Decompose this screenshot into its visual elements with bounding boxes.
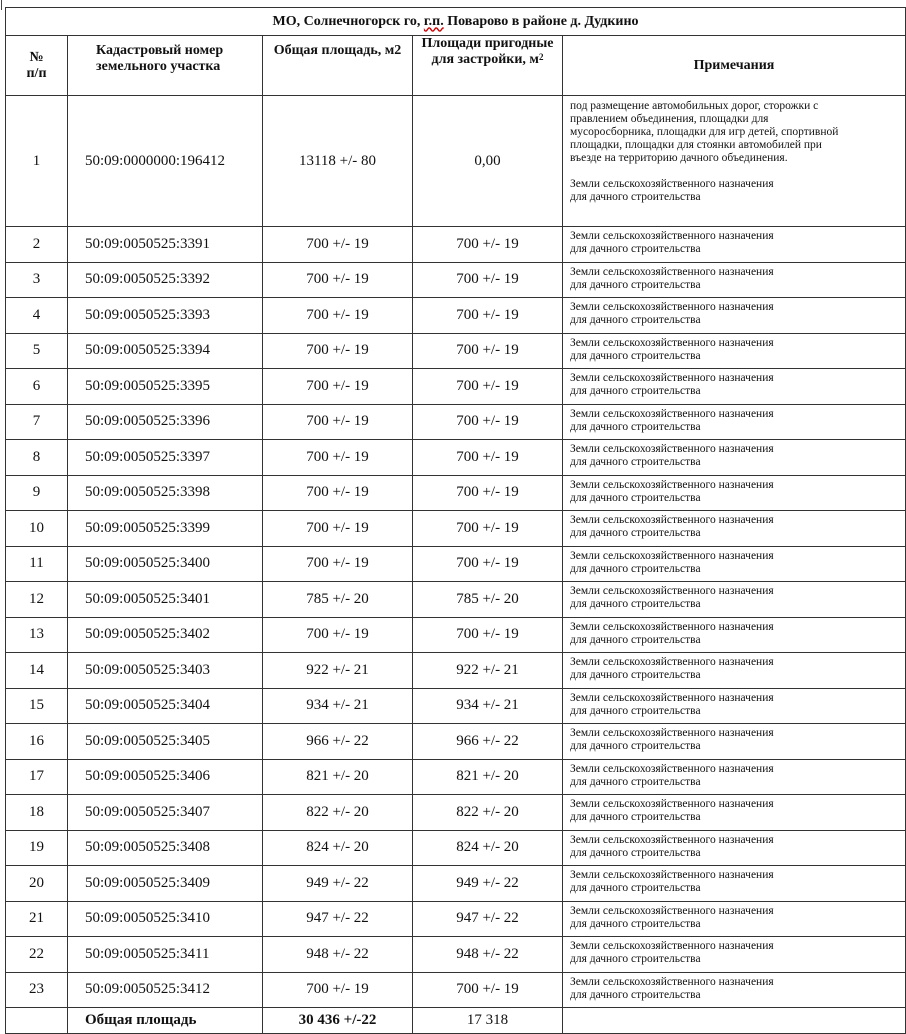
- table-row: [6, 830, 906, 866]
- cadastral-number: 50:09:0050525:3405: [68, 724, 263, 760]
- row-number: 22: [6, 937, 68, 973]
- note-line: для дачного строительства: [570, 278, 701, 291]
- table-row: [6, 617, 906, 653]
- note-line: для дачного строительства: [570, 243, 701, 255]
- note-cell: [563, 866, 906, 902]
- row-number: 18: [6, 795, 68, 831]
- table-row: [6, 262, 906, 298]
- row-number: 11: [6, 546, 68, 582]
- note-line: для дачного строительства: [570, 420, 701, 433]
- note-line: Земли сельскохозяйственного назначения: [570, 762, 774, 775]
- table-row: [6, 688, 906, 724]
- buildable-area-value: 700 +/- 19: [413, 333, 563, 369]
- note-line: для дачного строительства: [570, 988, 701, 1001]
- note-cell: [563, 759, 906, 795]
- buildable-area-value: 700 +/- 19: [413, 404, 563, 440]
- table-body: [6, 96, 906, 1008]
- note-line: площадки, площадки для стоянки автомобилей при: [570, 139, 822, 151]
- buildable-area-value: 700 +/- 19: [413, 546, 563, 582]
- table-title: МО, Солнечногорск го, г.п. Поварово в районе д. Дудкино: [6, 8, 906, 36]
- buildable-area-value: 821 +/- 20: [413, 759, 563, 795]
- table-row: [6, 298, 906, 334]
- note-line: Земли сельскохозяйственного назначения: [570, 230, 774, 242]
- buildable-area-value: 700 +/- 19: [413, 298, 563, 334]
- note-line: Земли сельскохозяйственного назначения: [570, 904, 774, 917]
- note-line: Земли сельскохозяйственного назначения: [570, 372, 774, 384]
- cadastral-number: 50:09:0050525:3406: [68, 759, 263, 795]
- note-line: для дачного строительства: [570, 882, 701, 894]
- note-line: Земли сельскохозяйственного назначения: [570, 478, 774, 491]
- total-area-value: 948 +/- 22: [263, 937, 413, 973]
- table-row: [6, 901, 906, 937]
- note-cell: [563, 653, 906, 689]
- note-cell: [563, 227, 906, 263]
- note-line: Земли сельскохозяйственного назначения: [570, 975, 774, 988]
- total-area-value: 700 +/- 19: [263, 617, 413, 653]
- cadastral-number: 50:09:0050525:3404: [68, 688, 263, 724]
- note-cell: [563, 972, 906, 1008]
- note-line: для дачного строительства: [570, 491, 701, 504]
- note-line: Земли сельскохозяйственного назначения: [570, 798, 774, 810]
- buildable-area-value: 922 +/- 21: [413, 653, 563, 689]
- row-number: 21: [6, 901, 68, 937]
- buildable-area-value: 949 +/- 22: [413, 866, 563, 902]
- title-underlined-fragment: г.п.: [423, 13, 444, 29]
- row-number: 13: [6, 617, 68, 653]
- note-line: Земли сельскохозяйственного назначения: [570, 301, 774, 313]
- row-number: 17: [6, 759, 68, 795]
- total-area-value: 700 +/- 19: [263, 404, 413, 440]
- total-area-value: 922 +/- 21: [263, 653, 413, 689]
- buildable-area-value: 700 +/- 19: [413, 440, 563, 476]
- table-row: [6, 653, 906, 689]
- table-row: [6, 937, 906, 973]
- note-line: для дачного строительства: [570, 527, 701, 539]
- note-line: для дачного строительства: [570, 191, 701, 203]
- row-number: 15: [6, 688, 68, 724]
- cadastral-number: 50:09:0050525:3411: [68, 937, 263, 973]
- note-line: для дачного строительства: [570, 633, 701, 646]
- note-cell: [563, 333, 906, 369]
- note-cell: [563, 440, 906, 476]
- row-number: 9: [6, 475, 68, 511]
- note-line: под размещение автомобильных дорог, сторожки с: [570, 100, 819, 112]
- buildable-area-value: 700 +/- 19: [413, 475, 563, 511]
- table-row: [6, 96, 906, 227]
- total-area-value: 700 +/- 19: [263, 298, 413, 334]
- total-area-value: 785 +/- 20: [263, 582, 413, 618]
- row-number: 20: [6, 866, 68, 902]
- note-line: для дачного строительства: [570, 740, 701, 752]
- cadastral-number: 50:09:0050525:3403: [68, 653, 263, 689]
- table-row: [6, 440, 906, 476]
- note-cell: [563, 96, 906, 227]
- total-row: [6, 1008, 906, 1034]
- table-row: [6, 369, 906, 405]
- note-line: Земли сельскохозяйственного назначения: [570, 443, 774, 455]
- cadastral-number: 50:09:0050525:3398: [68, 475, 263, 511]
- cadastral-table: [5, 7, 906, 1034]
- buildable-area-value: 824 +/- 20: [413, 830, 563, 866]
- note-line: Земли сельскохозяйственного назначения: [570, 585, 774, 597]
- note-cell: [563, 475, 906, 511]
- row-number: 16: [6, 724, 68, 760]
- cadastral-number: 50:09:0050525:3392: [68, 262, 263, 298]
- note-line: Земли сельскохозяйственного назначения: [570, 869, 774, 881]
- note-line: Земли сельскохозяйственного назначения: [570, 336, 774, 349]
- total-empty-cell: [6, 1008, 68, 1034]
- note-line: Земли сельскохозяйственного назначения: [570, 178, 774, 190]
- cadastral-number: 50:09:0050525:3400: [68, 546, 263, 582]
- note-line: для дачного строительства: [570, 953, 701, 965]
- total-notes-empty: [563, 1008, 906, 1034]
- note-cell: [563, 901, 906, 937]
- row-number: 1: [6, 96, 68, 227]
- buildable-area-value: 700 +/- 19: [413, 972, 563, 1008]
- note-line: Земли сельскохозяйственного назначения: [570, 549, 774, 562]
- total-area-value: 700 +/- 19: [263, 369, 413, 405]
- cadastral-number: 50:09:0050525:3396: [68, 404, 263, 440]
- note-line: Земли сельскохозяйственного назначения: [570, 691, 774, 704]
- table-row: [6, 582, 906, 618]
- buildable-area-value: 934 +/- 21: [413, 688, 563, 724]
- note-cell: [563, 262, 906, 298]
- note-line: для дачного строительства: [570, 846, 701, 859]
- total-area-value: 947 +/- 22: [263, 901, 413, 937]
- total-area-value: 700 +/- 19: [263, 227, 413, 263]
- buildable-area-value: 700 +/- 19: [413, 617, 563, 653]
- row-number: 3: [6, 262, 68, 298]
- table-row: [6, 404, 906, 440]
- cadastral-number: 50:09:0050525:3397: [68, 440, 263, 476]
- total-area-value: 949 +/- 22: [263, 866, 413, 902]
- row-number: 23: [6, 972, 68, 1008]
- table-row: [6, 475, 906, 511]
- header-number: № п/п: [6, 36, 68, 96]
- total-area: 30 436 +/-22: [263, 1008, 413, 1034]
- note-line: для дачного строительства: [570, 385, 701, 397]
- total-area-value: 822 +/- 20: [263, 795, 413, 831]
- note-cell: [563, 724, 906, 760]
- cadastral-number: 50:09:0050525:3399: [68, 511, 263, 547]
- buildable-area-value: 700 +/- 19: [413, 511, 563, 547]
- cadastral-number: 50:09:0050525:3394: [68, 333, 263, 369]
- table-row: [6, 866, 906, 902]
- cadastral-number: 50:09:0050525:3412: [68, 972, 263, 1008]
- note-line: мусоросборника, площадки для игр детей, спортивной: [570, 126, 839, 138]
- table-row: [6, 795, 906, 831]
- cadastral-number: 50:09:0050525:3410: [68, 901, 263, 937]
- buildable-area-value: 700 +/- 19: [413, 369, 563, 405]
- buildable-area-value: 785 +/- 20: [413, 582, 563, 618]
- total-area-value: 700 +/- 19: [263, 511, 413, 547]
- total-area-value: 934 +/- 21: [263, 688, 413, 724]
- cadastral-number: 50:09:0050525:3393: [68, 298, 263, 334]
- note-line: въезде на территорию дачного объединения.: [570, 152, 788, 164]
- note-line: Земли сельскохозяйственного назначения: [570, 833, 774, 846]
- page-corner-mark: [1, 0, 2, 10]
- note-line: для дачного строительства: [570, 562, 701, 575]
- buildable-area-value: 948 +/- 22: [413, 937, 563, 973]
- note-cell: [563, 404, 906, 440]
- note-cell: [563, 688, 906, 724]
- row-number: 12: [6, 582, 68, 618]
- total-area-value: 700 +/- 19: [263, 972, 413, 1008]
- buildable-area-value: 0,00: [413, 96, 563, 227]
- cadastral-number: 50:09:0000000:196412: [68, 96, 263, 227]
- buildable-area-value: 700 +/- 19: [413, 262, 563, 298]
- note-line: Земли сельскохозяйственного назначения: [570, 407, 774, 420]
- row-number: 6: [6, 369, 68, 405]
- total-label: Общая площадь: [68, 1008, 263, 1034]
- total-buildable: 17 318: [413, 1008, 563, 1034]
- note-line: для дачного строительства: [570, 456, 701, 468]
- row-number: 19: [6, 830, 68, 866]
- note-line: для дачного строительства: [570, 598, 701, 610]
- row-number: 10: [6, 511, 68, 547]
- row-number: 4: [6, 298, 68, 334]
- note-line: для дачного строительства: [570, 917, 701, 930]
- buildable-area-value: 966 +/- 22: [413, 724, 563, 760]
- note-line: Земли сельскохозяйственного назначения: [570, 620, 774, 633]
- note-line: Земли сельскохозяйственного назначения: [570, 940, 774, 952]
- row-number: 2: [6, 227, 68, 263]
- row-number: 8: [6, 440, 68, 476]
- header-row: [6, 36, 906, 96]
- row-number: 7: [6, 404, 68, 440]
- row-number: 5: [6, 333, 68, 369]
- note-line: для дачного строительства: [570, 811, 701, 823]
- buildable-area-value: 947 +/- 22: [413, 901, 563, 937]
- note-line: для дачного строительства: [570, 314, 701, 326]
- header-buildable: Площади пригодные для застройки, $м^2$: [413, 36, 563, 96]
- total-area-value: 700 +/- 19: [263, 546, 413, 582]
- note-cell: [563, 830, 906, 866]
- total-area-value: 700 +/- 19: [263, 262, 413, 298]
- cadastral-number: 50:09:0050525:3395: [68, 369, 263, 405]
- note-cell: [563, 582, 906, 618]
- table-row: [6, 511, 906, 547]
- total-area-value: 821 +/- 20: [263, 759, 413, 795]
- note-line: для дачного строительства: [570, 349, 701, 362]
- buildable-area-value: 700 +/- 19: [413, 227, 563, 263]
- cadastral-number: 50:09:0050525:3401: [68, 582, 263, 618]
- table-row: [6, 227, 906, 263]
- cadastral-number: 50:09:0050525:3407: [68, 795, 263, 831]
- total-area-value: 966 +/- 22: [263, 724, 413, 760]
- note-cell: [563, 511, 906, 547]
- note-line: Земли сельскохозяйственного назначения: [570, 265, 774, 278]
- header-cadastral: Кадастровый номер земельного участка: [68, 36, 263, 96]
- total-area-value: 700 +/- 19: [263, 440, 413, 476]
- note-cell: [563, 937, 906, 973]
- note-cell: [563, 546, 906, 582]
- table-row: [6, 724, 906, 760]
- table-row: [6, 972, 906, 1008]
- note-line: правлением объединения, площадки для: [570, 113, 769, 125]
- cadastral-number: 50:09:0050525:3391: [68, 227, 263, 263]
- note-line: для дачного строительства: [570, 669, 701, 681]
- row-number: 14: [6, 653, 68, 689]
- note-line: для дачного строительства: [570, 775, 701, 788]
- total-area-value: 824 +/- 20: [263, 830, 413, 866]
- buildable-area-value: 822 +/- 20: [413, 795, 563, 831]
- total-area-value: 13118 +/- 80: [263, 96, 413, 227]
- header-area: Общая площадь, м2: [263, 36, 413, 96]
- note-line: Земли сельскохозяйственного назначения: [570, 514, 774, 526]
- table-row: [6, 759, 906, 795]
- table-row: [6, 546, 906, 582]
- total-area-value: 700 +/- 19: [263, 475, 413, 511]
- table-row: [6, 333, 906, 369]
- cadastral-number: 50:09:0050525:3402: [68, 617, 263, 653]
- note-cell: [563, 795, 906, 831]
- note-cell: [563, 369, 906, 405]
- note-line: Земли сельскохозяйственного назначения: [570, 727, 774, 739]
- header-notes: Примечания: [563, 36, 906, 96]
- cadastral-number: 50:09:0050525:3408: [68, 830, 263, 866]
- total-area-value: 700 +/- 19: [263, 333, 413, 369]
- note-line: для дачного строительства: [570, 704, 701, 717]
- cadastral-number: 50:09:0050525:3409: [68, 866, 263, 902]
- note-cell: [563, 617, 906, 653]
- note-line: Земли сельскохозяйственного назначения: [570, 656, 774, 668]
- note-cell: [563, 298, 906, 334]
